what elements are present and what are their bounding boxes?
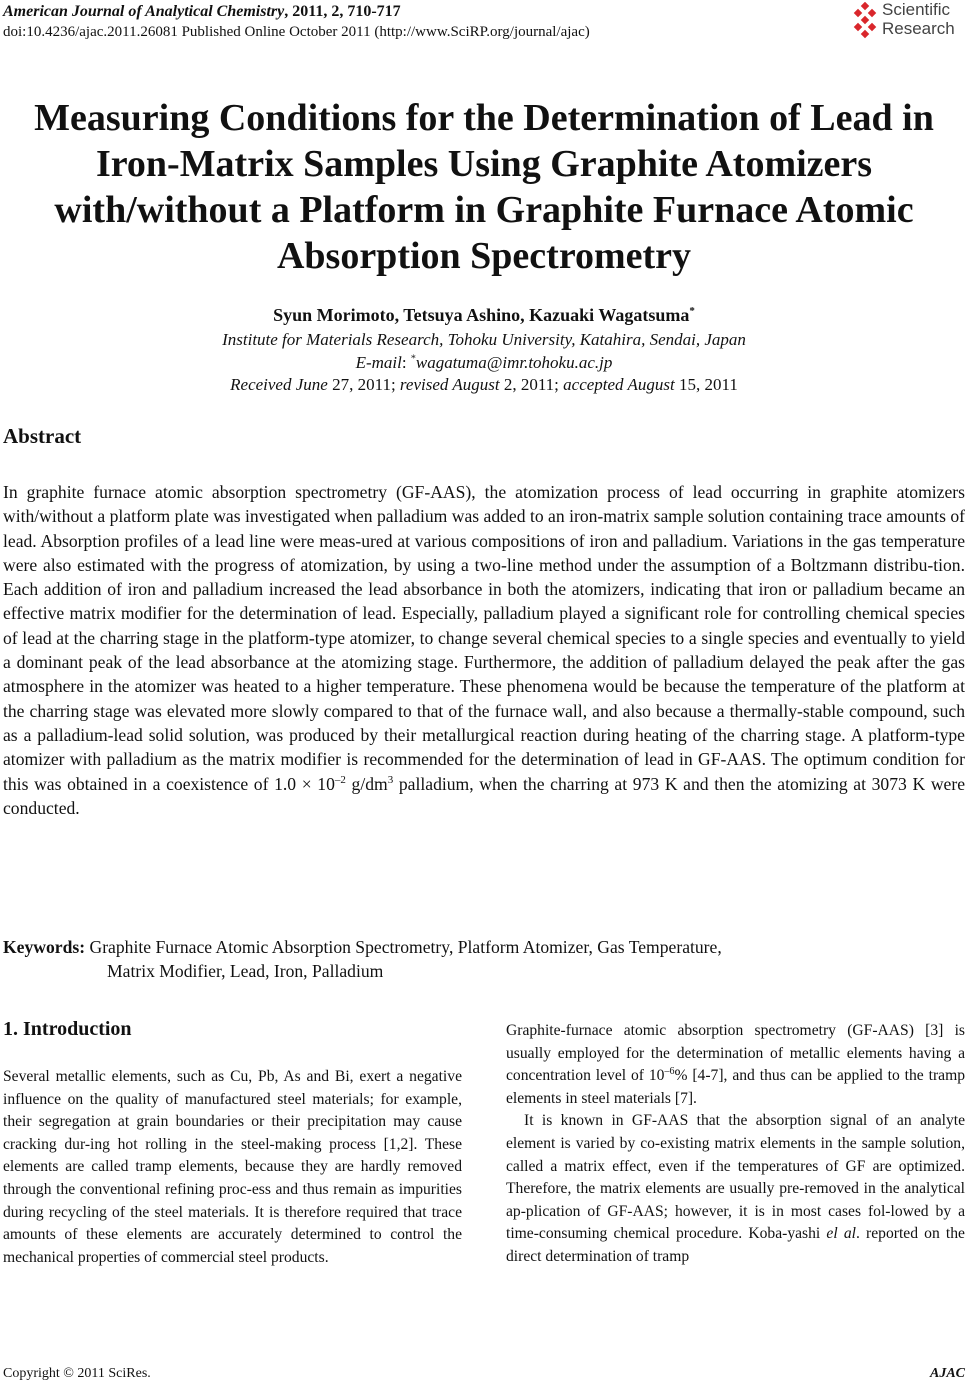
title-line-2: Iron-Matrix Samples Using Graphite Atomizers (95, 143, 873, 185)
publisher-logo-text (882, 0, 955, 38)
right-column (506, 1020, 965, 1269)
revised-date: 2, 2011; (499, 375, 564, 394)
received-label: Received June (230, 375, 328, 394)
right-p2-text-b: . reported on the direct determination of tramp (506, 1225, 965, 1265)
abstract-text-1: In graphite furnace atomic absorption spectrometry (GF-AAS), the atomization process of lead occurring in graphite atomizers with/without a platform plate was investigated when palladium was added to an iron-matrix sample solution containing trace amounts of lead. Absorption profiles of a lead line were meas-ured at various compositions of iron and palladium. Variations in the gas temperature were also estimated with the progress of atomization, by using a two-line method under the assumption of a Boltzmann distribu-tion. Each addition of iron and palladium increased the lead absorbance in both the atomizers, indicating that iron or palladium became an effective matrix modifier for the determination of lead. Especially, palladium played a significant role for controlling chemical species of lead at the charring stage in the platform-type atomizer, to change several chemical species to a single species and eventually to yield a dominant peak of the lead absorbance at the atomizing stage. Furthermore, the addition of palladium delayed the peak after the gas atmosphere in the atomizer was heated to a higher temperature. These phenomena would be because the temperature of the platform at the charring stage was elevated more slowly compared to that of the furnace wall, and also because a thermally-stable compound, such as a palladium-lead solid solution, was produced by their metallurgical reaction during heating of the charring stage. A platform-type atomizer with palladium as the matrix modifier is recommended for the determination of lead in GF-AAS. The optimum condition for this was obtained in a coexistence of 1.0 × 10 (3, 482, 965, 794)
doi-line: doi:10.4236/ajac.2011.26081 Published Online October 2011 (http://www.SciRP.org/journal/ajac) (3, 24, 590, 40)
email-address[interactable]: wagatuma@imr.tohoku.ac.jp (415, 353, 613, 372)
accepted-label: accepted August (563, 375, 675, 394)
email-mark: * (410, 353, 416, 365)
footer-journal-abbr: AJAC (929, 1366, 965, 1381)
logo-line-1: Scientific (882, 0, 951, 19)
title-line-3: with/without a Platform in Graphite Furnace Atomic (54, 189, 914, 231)
author-list (0, 305, 968, 326)
abstract-exponent-1: –2 (334, 773, 346, 786)
accepted-date: 15, 2011 (674, 375, 738, 394)
title-line-1: Measuring Conditions for the Determination of Lead in (34, 97, 934, 139)
affiliation: Institute for Materials Research, Tohoku University, Katahira, Sendai, Japan (222, 330, 746, 349)
right-paragraph-2 (506, 1110, 965, 1268)
dates-line (0, 375, 968, 395)
keywords-line-2: Matrix Modifier, Lead, Iron, Palladium (107, 961, 384, 981)
introduction-heading: 1. Introduction (3, 1018, 132, 1040)
keywords (3, 935, 965, 983)
right-paragraph-1 (506, 1020, 965, 1110)
journal-name: American Journal of Analytical Chemistry (3, 3, 285, 20)
keywords-label: Keywords: (3, 937, 86, 957)
publisher-logo (852, 0, 968, 44)
publisher-logo-icon (852, 2, 880, 42)
received-date: 27, 2011; (327, 375, 400, 394)
right-p2-italic: el al (826, 1225, 856, 1243)
revised-label: revised August (399, 375, 500, 394)
email-line (0, 353, 968, 373)
journal-volume: , 2011, 2, 710-717 (284, 3, 401, 20)
journal-header (3, 3, 401, 21)
right-p1-text-b: % [4-7], and thus can be applied to the tramp elements in steel materials [7]. (506, 1067, 965, 1107)
corresponding-mark: * (689, 305, 695, 317)
abstract-text-3: palladium, when the charring at 973 K and then the atomizing at 3073 K were conducted. (3, 773, 966, 818)
right-p2-text-a: It is known in GF-AAS that the absorption signal of an analyte element is varied by co-existing matrix elements in the sample solution, called a matrix effect, even if the temperatures of GF are optimized. Therefore, the matrix elements are usually pre-removed in the analytical ap-plication of GF-AAS; however, it is in most cases fol-lowed by a time-consuming chemical procedure. Koba-yashi (506, 1112, 965, 1243)
abstract-exponent-2: 3 (387, 773, 394, 786)
email-label: E-mail (355, 353, 402, 372)
right-p1-exponent: –6 (664, 1066, 675, 1077)
keywords-line-1: Graphite Furnace Atomic Absorption Spectrometry, Platform Atomizer, Gas Temperature, (85, 937, 722, 957)
paper-title (20, 95, 948, 279)
abstract-text-2: g/dm (345, 773, 388, 794)
right-p1-text-a: Graphite-furnace atomic absorption spectrometry (GF-AAS) [3] is usually employed for the determination of metallic elements having a concentration level of 10 (506, 1022, 965, 1085)
left-column-text: Several metallic elements, such as Cu, Pb, As and Bi, exert a negative influence on the quality of manufactured steel materials; for example, their segregation at grain boundaries or their precipitation may cause cracking dur-ing hot rolling in the steel-making process [1,2]. These elements are called tramp elements, because they are hardly removed through the conventional refining proc-ess and thus remain as impurities during recycling of the steel materials. It is therefore required that trace amounts of these elements are accurately determined to control the mechanical properties of commercial steel products. (3, 1068, 462, 1266)
abstract-body (3, 480, 965, 820)
author-names: Syun Morimoto, Tetsuya Ashino, Kazuaki Wagatsuma (273, 305, 690, 325)
footer-copyright: Copyright © 2011 SciRes. (3, 1366, 151, 1381)
logo-line-2: Research (882, 19, 955, 38)
abstract-heading: Abstract (3, 424, 82, 448)
email-separator: : (401, 353, 411, 372)
title-line-4: Absorption Spectrometry (276, 235, 692, 277)
